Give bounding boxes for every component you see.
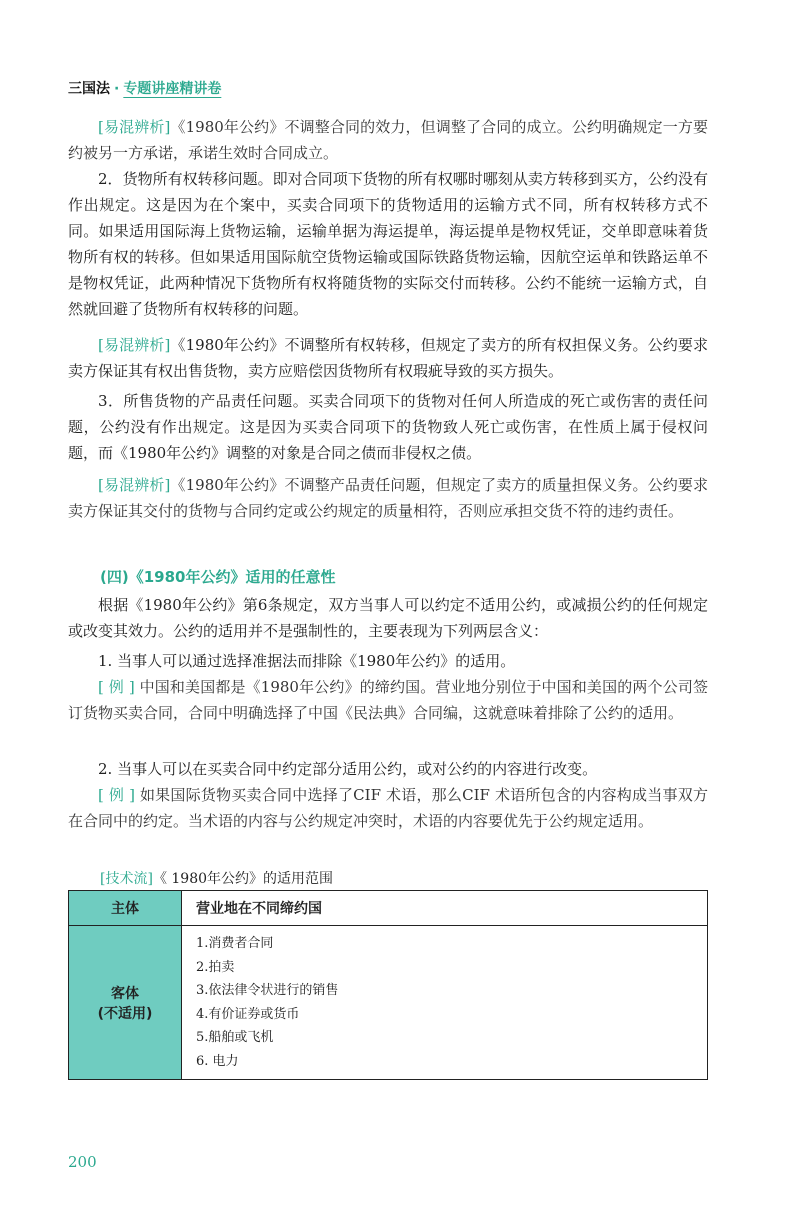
- excluded-list: [182, 926, 708, 1080]
- row-header-object: [69, 926, 182, 1080]
- header-separator: ·: [114, 81, 120, 97]
- running-header: [68, 78, 221, 98]
- page-number: 200: [68, 1153, 97, 1171]
- example-tag: [ 例 ]: [98, 678, 135, 696]
- subject-value: 营业地在不同缔约国: [182, 891, 708, 926]
- paragraph-example-2: [68, 782, 708, 834]
- book-title: 三国法: [68, 81, 110, 97]
- list-item: 6. 电力: [196, 1053, 239, 1069]
- list-item: 5.船舶或飞机: [196, 1030, 274, 1045]
- confusion-tag: [易混辨析]: [98, 118, 171, 136]
- note-text: 《1980年公约》不调整产品责任问题，但规定了卖方的质量担保义务。公约要求卖方保证其交付的货物与合同约定或公约规定的质量相符，否则应承担交货不符的违约责任。: [68, 476, 708, 520]
- paragraph-example-1: [68, 674, 708, 726]
- paragraph-confusion-note-1: [68, 114, 708, 166]
- list-item: 1.消费者合同: [196, 936, 274, 951]
- series-title: 专题讲座精讲卷: [123, 81, 222, 97]
- example-text: 如果国际货物买卖合同中选择了CIF 术语，那么CIF 术语所包含的内容构成当事双方在合同中的约定。当术语的内容与公约规定冲突时，术语的内容要优先于公约规定适用。: [68, 786, 708, 830]
- table-caption: [100, 868, 333, 888]
- list-item: 2.拍卖: [196, 959, 235, 975]
- paragraph-ownership-transfer: 2．货物所有权转移问题。即对合同项下货物的所有权哪时哪刻从卖方转移到买方，公约没有作出规定。这是因为在个案中，买卖合同项下的货物适用的运输方式不同，所有权转移方式不同。如果适用国际海上货物运输，运输单据为海运提单，海运提单是物权凭证，交单即意味着货物所有权的转移。但如果适用国际航空货物运输或国际铁路货物运输，因航空运单和铁路运单不是物权凭证，此两种情况下货物所有权将随货物的实际交付而转移。公约不能统一运输方式，自然就回避了货物所有权转移的问题。: [68, 170, 708, 318]
- paragraph-point-2: 2. 当事人可以在买卖合同中约定部分适用公约，或对公约的内容进行改变。: [98, 760, 598, 778]
- object-sublabel: (不适用): [97, 1005, 153, 1022]
- list-item: 4.有价证券或货币: [196, 1006, 300, 1022]
- row-header-subject: 主体: [69, 891, 182, 926]
- example-tag: [ 例 ]: [98, 786, 135, 804]
- section-heading: (四)《1980年公约》适用的任意性: [100, 568, 336, 586]
- confusion-tag: [易混辨析]: [98, 476, 171, 494]
- table-row: [69, 926, 708, 1080]
- paragraph-article-6: 根据《1980年公约》第6条规定，双方当事人可以约定不适用公约，或减损公约的任何规定或改变其效力。公约的适用并不是强制性的，主要表现为下列两层含义：: [68, 596, 708, 640]
- paragraph-confusion-note-2: [68, 332, 708, 384]
- note-text: 《1980年公约》不调整合同的效力，但调整了合同的成立。公约明确规定一方要约被另一方承诺，承诺生效时合同成立。: [68, 118, 708, 162]
- confusion-tag: [易混辨析]: [98, 336, 171, 354]
- table-row: [69, 891, 708, 926]
- list-item: 3.依法律令状进行的销售: [196, 983, 339, 998]
- example-text: 中国和美国都是《1980年公约》的缔约国。营业地分别位于中国和美国的两个公司签订货物买卖合同，合同中明确选择了中国《民法典》合同编，这就意味着排除了公约的适用。: [68, 678, 708, 722]
- technique-tag: [技术流]: [100, 871, 153, 887]
- scope-table: [68, 890, 708, 1080]
- paragraph-point-1: 1. 当事人可以通过选择准据法而排除《1980年公约》的适用。: [98, 652, 516, 670]
- paragraph-confusion-note-3: [68, 472, 708, 524]
- caption-text: 《 1980年公约》的适用范围: [152, 871, 334, 887]
- paragraph-product-liability: 3．所售货物的产品责任问题。买卖合同项下的货物对任何人所造成的死亡或伤害的责任问题，公约没有作出规定。这是因为买卖合同项下的货物致人死亡或伤害，在性质上属于侵权问题，而《1980年公约》调整的对象是合同之债而非侵权之债。: [68, 392, 708, 462]
- note-text: 《1980年公约》不调整所有权转移，但规定了卖方的所有权担保义务。公约要求卖方保证其有权出售货物，卖方应赔偿因货物所有权瑕疵导致的买方损失。: [68, 336, 708, 380]
- object-label: 客体: [111, 985, 139, 1002]
